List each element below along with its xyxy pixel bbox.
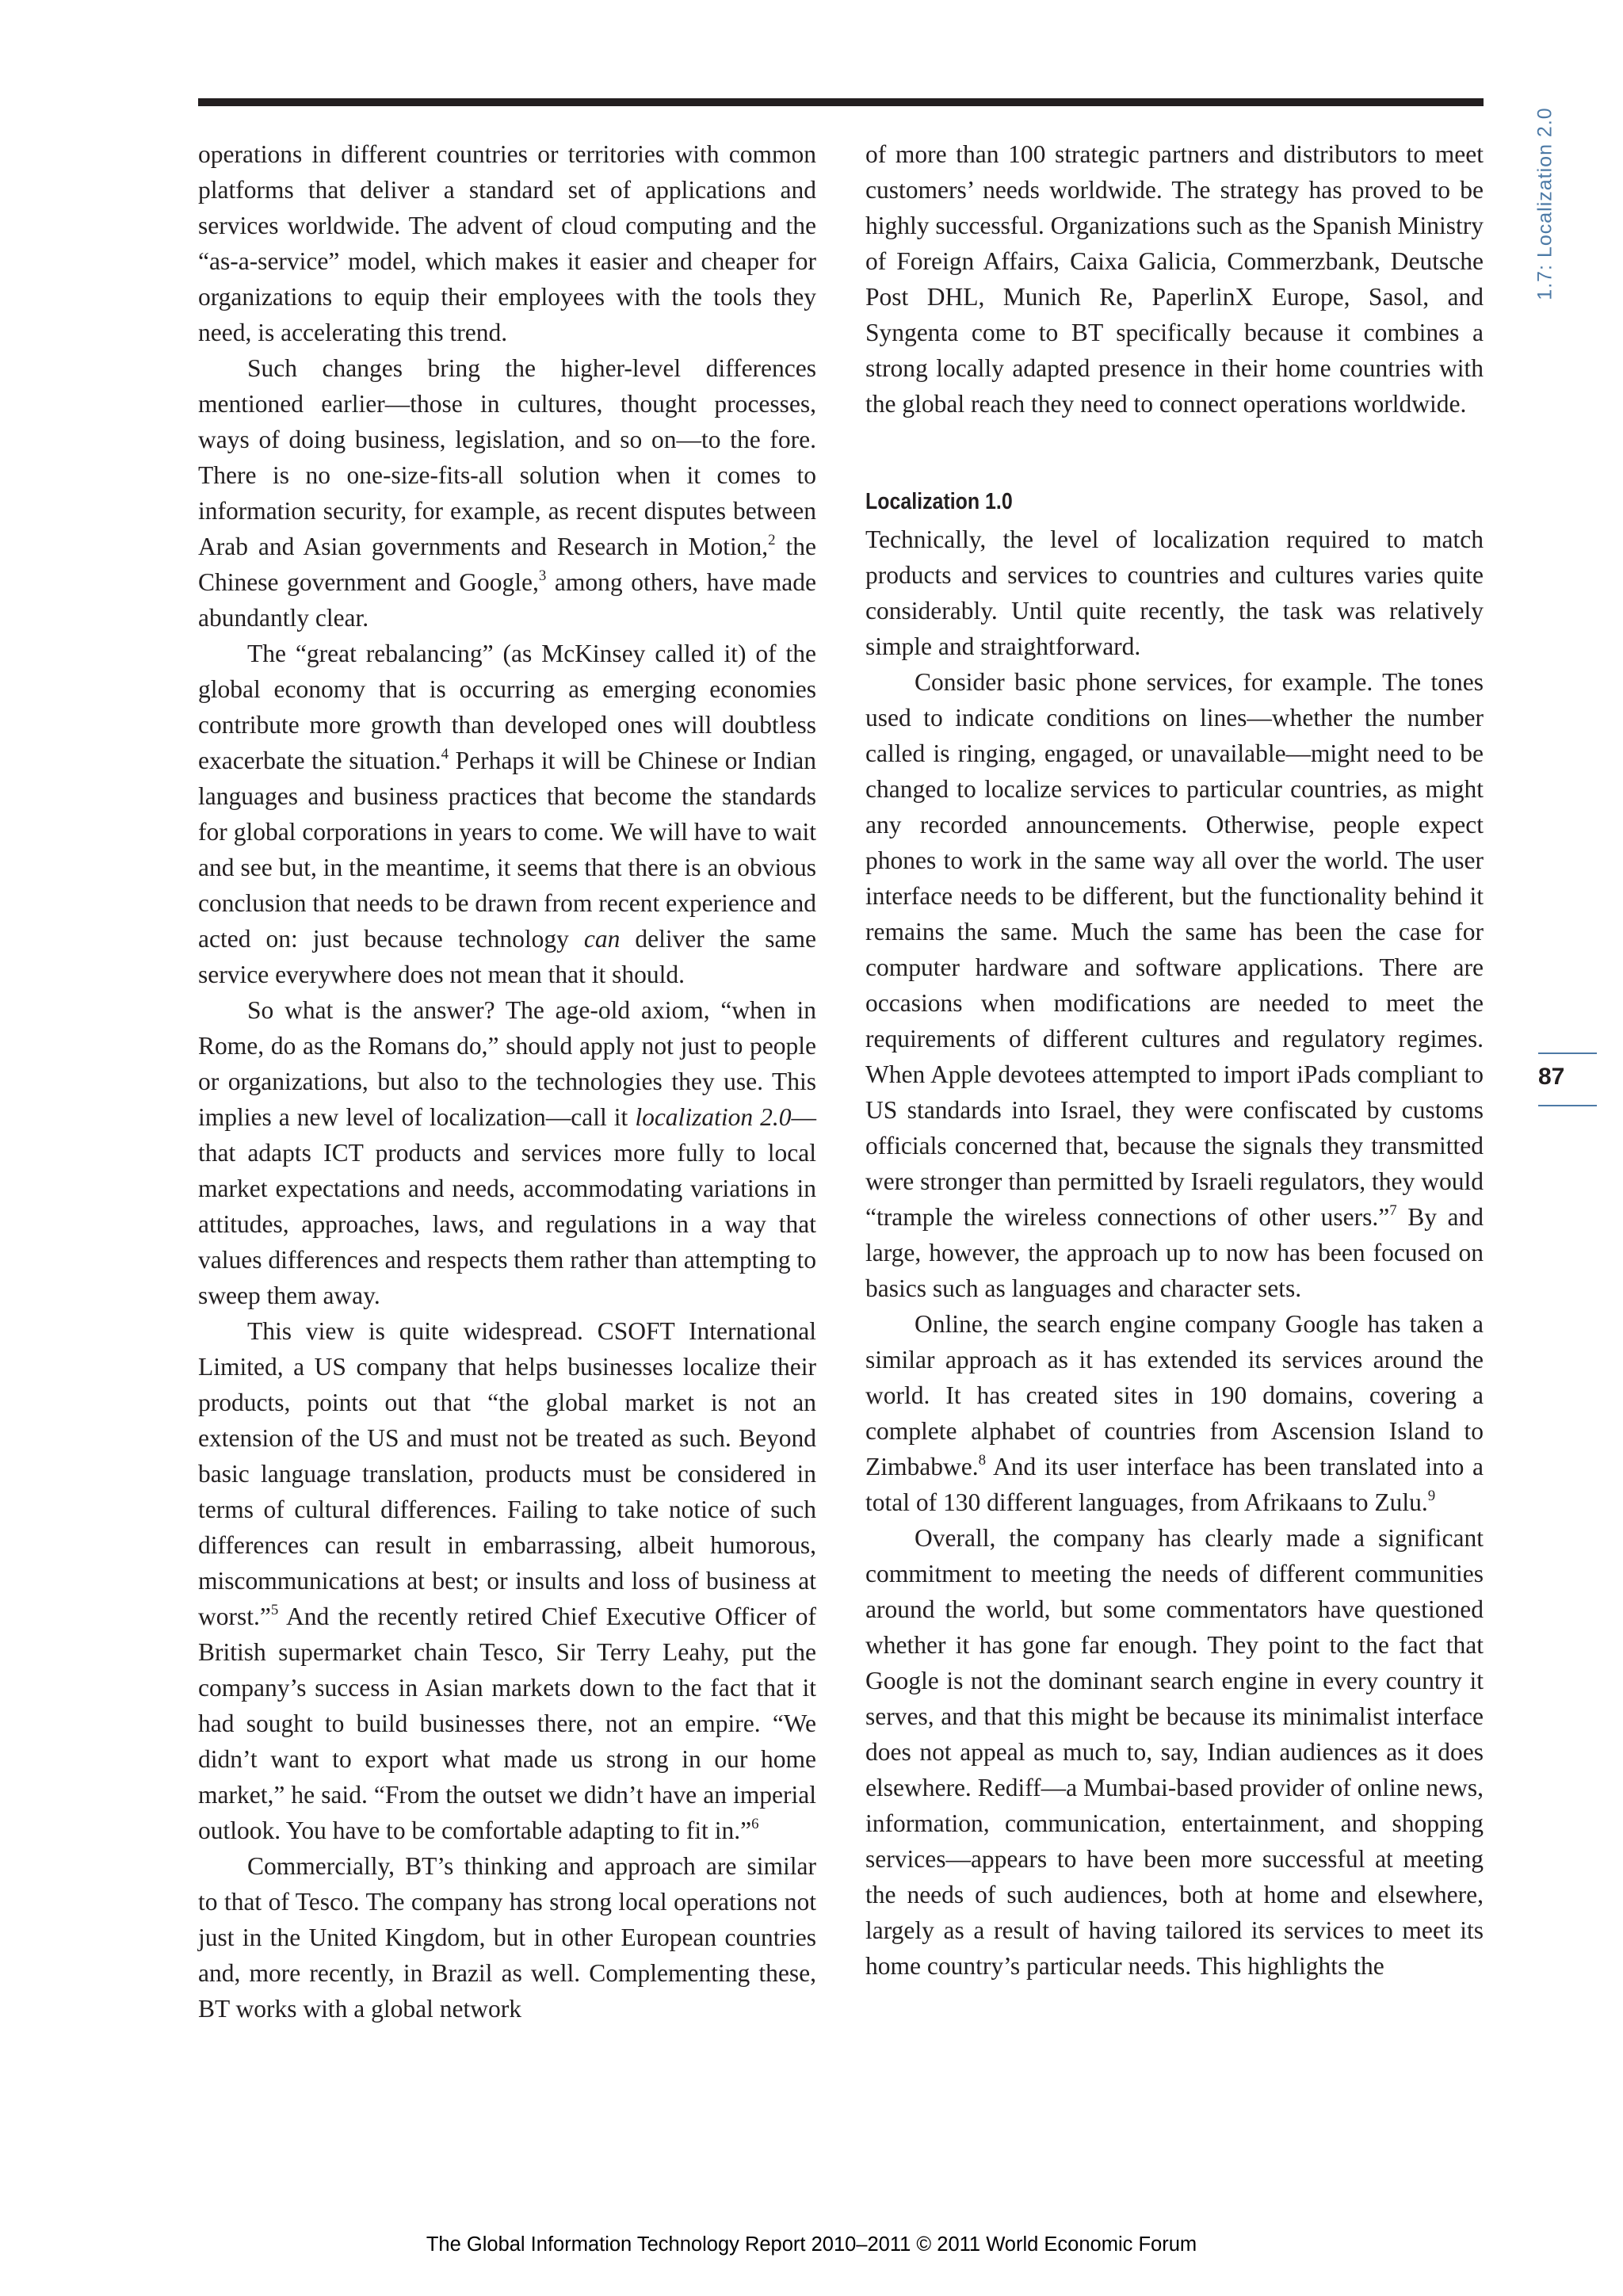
paragraph: [198, 1313, 816, 1848]
footnote-ref: 5: [270, 1601, 279, 1618]
page-footer: The Global Information Technology Report 2010–2011 © 2011 World Economic Forum: [426, 2233, 1197, 2256]
paragraph-text: And the recently retired Chief Executive Officer of British supermarket chain Tesco, Sir Terry Leahy, put the company’s success in Asian markets down to the fact that it had sought to build businesses there, not an empire. “We didn’t want to export what made us strong in our home market,” he said. “From the outset we didn’t have an imperial outlook. You have to be comfortable adapting to fit in.”: [198, 1603, 816, 1844]
right-text-column: [865, 136, 1484, 1984]
paragraph: [865, 1520, 1484, 1984]
paragraph: [198, 636, 816, 992]
paragraph-text: Consider basic phone services, for example. The tones used to indicate conditions on lines—whether the number called is ringing, engaged, or unavailable—might need to be changed to localize services to particular countries, as might any recorded announcements. Otherwise, people expect phones to work in the same way all over the world. The user interface needs to be different, but the functionality behind it remains the same. Much the same has been the case for computer hardware and software applications. There are occasions when modifications are needed to meet the requirements of different cultures and regulatory regimes. When Apple devotees attempted to import iPads compliant to US standards into Israel, they were confiscated by customs officials concerned that, because the signals they transmitted were stronger than permitted by Israeli regulators, they would “trample the wireless connections of other users.”: [865, 668, 1484, 1231]
paragraph-text: among others, have made abundantly clear.: [198, 568, 817, 632]
paragraph: [865, 521, 1484, 664]
paragraph-text: Perhaps it will be Chinese or Indian languages and business practices that become the standards for global corporations in years to come. We will have to wait and see but, in the meantime, it seems that there is an obvious conclusion that needs to be drawn from recent experience and acted on: just because technology: [198, 747, 816, 953]
paragraph: [198, 350, 816, 636]
paragraph: [865, 136, 1484, 422]
paragraph-text: This view is quite widespread. CSOFT International Limited, a US company that helps businesses localize their products, points out that “the global market is not an extension of the US and must not be treated as such. Beyond basic language translation, products must be considered in terms of cultural differences. Failing to take notice of such differences can result in embarrassing, albeit humorous, miscommunications at best; or insults and loss of business at worst.”: [198, 1317, 816, 1630]
paragraph: [198, 136, 816, 350]
paragraph-text: —that adapts ICT products and services more fully to local market expectations and needs, accommodating variations in attitudes, approaches, laws, and regulations in a way that values differences and respects them rather than attempting to sweep them away.: [198, 1103, 816, 1309]
paragraph-text: operations in different countries or territories with common platforms that deliver a standard set of applications and services worldwide. The advent of cloud computing and the “as-a-service” model, which makes it easier and cheaper for organizations to equip their employees with the tools they need, is accelerating this trend.: [198, 140, 816, 346]
paragraph-text: deliver the same service everywhere does not mean that it should.: [198, 925, 816, 988]
footnote-ref: 7: [1389, 1201, 1397, 1219]
page-number-rule-bottom: [1538, 1105, 1597, 1106]
section-side-label: [1522, 97, 1569, 311]
left-text-column: [198, 136, 816, 2027]
paragraph-text: Overall, the company has clearly made a significant commitment to meeting the needs of different communities around the world, but some commentators have questioned whether it has gone far enough. They point to the fact that Google is not the dominant search engine in every country it serves, and that this might be because its minimalist interface does not appeal as much to, say, Indian audiences as it does elsewhere. Rediff—a Mumbai-based provider of online news, information, communication, entertainment, and shopping services—appears to have been more successful at meeting the needs of such audiences, both at home and elsewhere, largely as a result of having tailored its services to meet its home country’s particular needs. This highlights the: [865, 1524, 1484, 1980]
paragraph: [198, 1848, 816, 2027]
paragraph-text: So what is the answer? The age-old axiom, “when in Rome, do as the Romans do,” should apply not just to people or organizations, but also to the technologies they use. This implies a new level of localization—call it: [198, 996, 816, 1131]
paragraph: [865, 664, 1484, 1306]
footnote-ref: 9: [1427, 1487, 1436, 1504]
section-heading: Localization 1.0: [865, 489, 1013, 514]
paragraph-text: Such changes bring the higher-level differences mentioned earlier—those in cultures, thought processes, ways of doing business, legislation, and so on—to the fore. There is no one-size-fits-all solution when it comes to information security, for example, as recent disputes between Arab and Asian governments and Research in Motion,: [198, 354, 816, 560]
footnote-ref: 4: [441, 745, 449, 762]
paragraph: [865, 1306, 1484, 1520]
top-rule: [198, 98, 1484, 106]
paragraph: [198, 992, 816, 1313]
footnote-ref: 3: [538, 567, 547, 584]
paragraph-text: And its user interface has been translated into a total of 130 different languages, from Afrikaans to Zulu.: [865, 1453, 1484, 1516]
emphasis: can: [583, 925, 621, 953]
paragraph-text: By and large, however, the approach up to now has been focused on basics such as languages and character sets.: [865, 1203, 1484, 1302]
section-side-label-text: 1.7: Localization 2.0: [1533, 107, 1556, 300]
emphasis: localization 2.0: [635, 1103, 792, 1131]
footnote-ref: 6: [751, 1815, 759, 1832]
paragraph-text: The “great rebalancing” (as McKinsey called it) of the global economy that is occurring as emerging economies contribute more growth than developed ones will doubtless exacerbate the situation.: [198, 640, 816, 774]
page-number-rule-top: [1538, 1052, 1597, 1054]
paragraph-text: of more than 100 strategic partners and distributors to meet customers’ needs worldwide. The strategy has proved to be highly successful. Organizations such as the Spanish Ministry of Foreign Affairs, Caixa Galicia, Commerzbank, Deutsche Post DHL, Munich Re, PaperlinX Europe, Sasol, and Syngenta come to BT specifically because it combines a strong locally adapted presence in their home countries with the global reach they need to connect operations worldwide.: [865, 140, 1484, 418]
paragraph-text: Online, the search engine company Google has taken a similar approach as it has extended its services around the world. It has created sites in 190 domains, covering a complete alphabet of countries from Ascension Island to Zimbabwe.: [865, 1310, 1484, 1480]
footnote-ref: 8: [978, 1451, 987, 1469]
paragraph-text: the Chinese government and Google,: [198, 533, 816, 596]
footnote-ref: 2: [768, 531, 776, 548]
page-number: 87: [1538, 1064, 1565, 1090]
paragraph-text: Commercially, BT’s thinking and approach are similar to that of Tesco. The company has strong local operations not just in the United Kingdom, but in other European countries and, more recently, in Brazil as well. Complementing these, BT works with a global network: [198, 1852, 816, 2023]
paragraph-text: Technically, the level of localization required to match products and services to countries and cultures varies quite considerably. Until quite recently, the task was relatively simple and straightforward.: [865, 525, 1484, 660]
